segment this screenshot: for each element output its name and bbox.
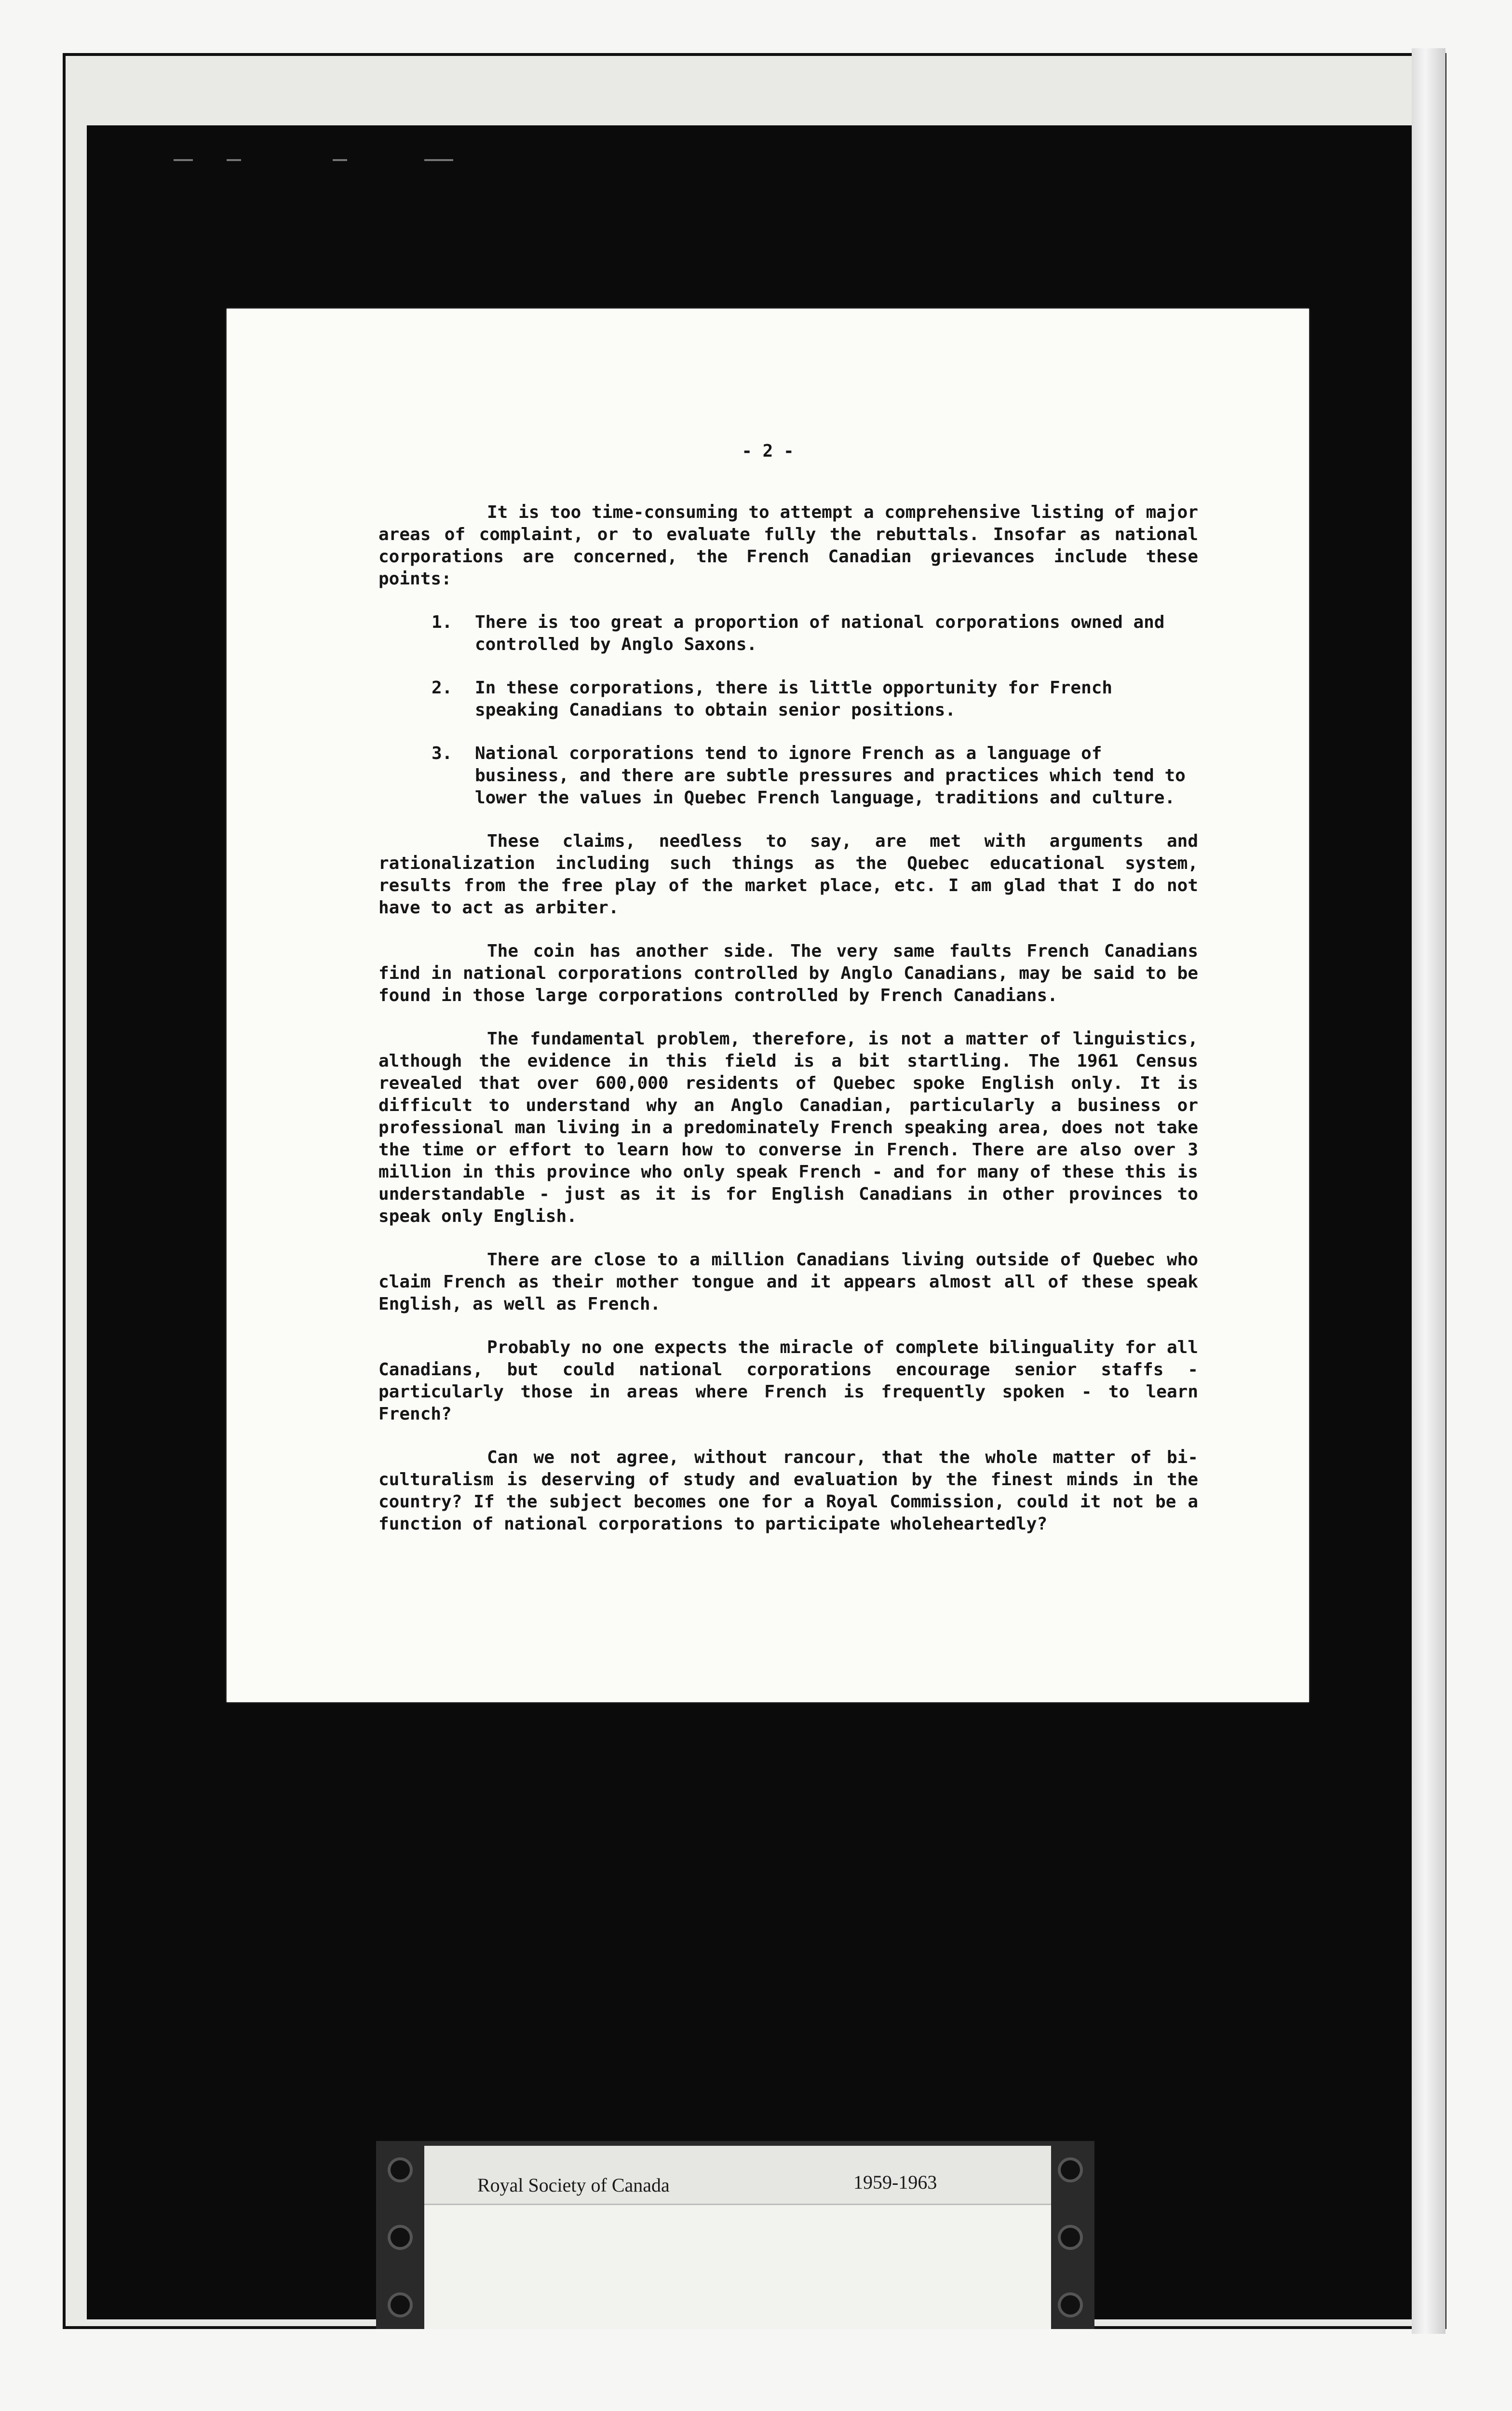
punch-hole-icon [391, 2228, 410, 2247]
document-page [227, 309, 1309, 1702]
document-body [378, 501, 1198, 1557]
label-header [424, 2146, 1051, 2205]
punch-hole-icon [1061, 2228, 1080, 2247]
paragraph: Can we not agree, without rancour, that the whole matter of bi-culturalism is deserving of study and evaluation by the finest minds in the country? If the subject becomes one for a Royal Commission, could it not be a function of national corporations to participate wholeheartedly? [378, 1448, 1198, 1534]
punch-hole-icon [1061, 2295, 1080, 2315]
punch-hole-icon [1061, 2160, 1080, 2180]
paragraph: The fundamental problem, therefore, is not a matter of linguistics, although the evidence in this field is a bit startling. The 1961 Census revealed that over 600,000 residents of Quebec spoke English only. It is difficult to understand why an Anglo Canadian, particularly a business or professional man living in a predominately French speaking area, does not take the time or effort to learn how to converse in French. There are also over 3 million in this province who only speak French - and for many of these this is understandable - just as it is for English Canadians in other provinces to speak only English. [378, 1029, 1198, 1226]
archive-label [376, 2141, 1094, 2329]
list-text: National corporations tend to ignore French as a language of business, and there are subtle pressures and practices which tend to lower the values in Quebec French language, traditions and culture. [475, 744, 1186, 808]
paragraph-intro: It is too time-consuming to attempt a comprehensive listing of major areas of complaint, or to evaluate fully the rebuttals. Insofar as national corporations are concerned, the French Canadian grievances include these points: [378, 502, 1198, 589]
grievance-list [378, 611, 1198, 809]
label-card-face [424, 2146, 1051, 2329]
paragraph: There are close to a million Canadians living outside of Quebec who claim French as their mother tongue and it appears almost all of these speak English, as well as French. [378, 1250, 1198, 1314]
list-number: 1. [432, 612, 453, 632]
list-number: 3. [432, 744, 453, 763]
label-years: 1959-1963 [853, 2171, 937, 2193]
film-edge-strip [1412, 48, 1445, 2334]
punch-hole-icon [391, 2160, 410, 2180]
label-organization: Royal Society of Canada [477, 2174, 670, 2196]
list-text: There is too great a proportion of national corporations owned and controlled by Anglo Saxons. [475, 612, 1165, 654]
list-item [378, 743, 1198, 809]
punch-hole-icon [391, 2295, 410, 2315]
paragraph: Probably no one expects the miracle of complete bilinguality for all Canadians, but could national corporations encourage senior staffs - particularly those in areas where French is frequently spoken - to learn French? [378, 1338, 1198, 1424]
page-number: - 2 - [742, 441, 794, 461]
list-text: In these corporations, there is little opportunity for French speaking Canadians to obtain senior positions. [475, 678, 1113, 720]
film-marks [174, 159, 511, 164]
paragraph: These claims, needless to say, are met with arguments and rationalization including such things as the Quebec educational system, results from the free play of the market place, etc. I am glad that I do not have to act as arbiter. [378, 831, 1198, 918]
list-item [378, 611, 1198, 656]
list-item [378, 677, 1198, 721]
paragraph: The coin has another side. The very same faults French Canadians find in national corporations controlled by Anglo Canadians, may be said to be found in those large corporations controlled by French Canadians. [378, 941, 1198, 1005]
list-number: 2. [432, 678, 453, 698]
